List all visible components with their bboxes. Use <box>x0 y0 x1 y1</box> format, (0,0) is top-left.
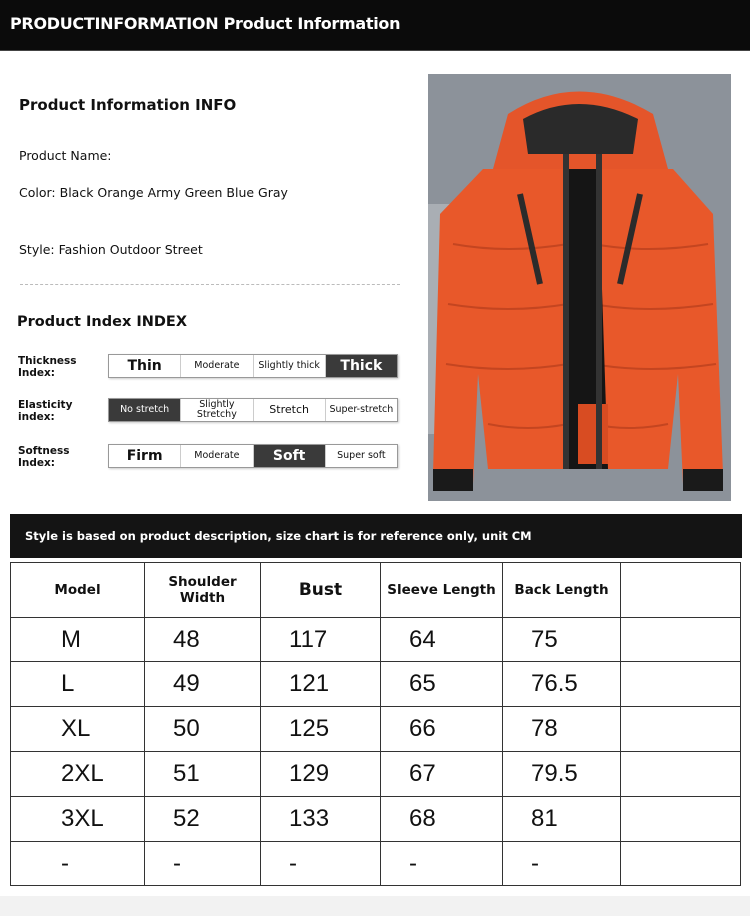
header-cell: Back Length <box>503 563 621 618</box>
elasticity-option: No stretch <box>109 399 181 421</box>
table-cell: 76.5 <box>503 662 621 707</box>
table-cell: 51 <box>145 752 261 797</box>
table-row <box>11 797 741 842</box>
table-cell: L <box>11 662 145 707</box>
index-heading: Product Index INDEX <box>17 314 187 330</box>
table-cell: 129 <box>261 752 381 797</box>
table-cell <box>621 752 741 797</box>
table-cell: - <box>261 842 381 886</box>
table-cell: 121 <box>261 662 381 707</box>
table-cell: 133 <box>261 797 381 842</box>
softness-option: Moderate <box>181 445 253 467</box>
table-cell <box>621 842 741 886</box>
size-note: Style is based on product description, size chart is for reference only, unit CM <box>25 529 532 543</box>
table-cell: 49 <box>145 662 261 707</box>
info-heading: Product Information INFO <box>19 96 237 114</box>
table-cell: 52 <box>145 797 261 842</box>
table-cell: 64 <box>381 618 503 662</box>
table-cell: - <box>503 842 621 886</box>
thickness-option: Moderate <box>181 355 253 377</box>
table-cell: 50 <box>145 707 261 752</box>
elasticity-option: Slightly Stretchy <box>181 399 253 421</box>
table-cell <box>621 662 741 707</box>
size-note-banner <box>10 514 742 558</box>
softness-scale <box>108 444 398 468</box>
table-cell: 3XL <box>11 797 145 842</box>
table-row <box>11 662 741 707</box>
thickness-label: Thickness Index: <box>18 355 77 379</box>
table-cell: - <box>381 842 503 886</box>
table-cell: M <box>11 618 145 662</box>
table-cell <box>621 797 741 842</box>
table-cell: XL <box>11 707 145 752</box>
table-cell: 68 <box>381 797 503 842</box>
header-cell: Sleeve Length <box>381 563 503 618</box>
table-cell: 81 <box>503 797 621 842</box>
table-cell: - <box>11 842 145 886</box>
thickness-option: Slightly thick <box>254 355 326 377</box>
softness-option: Firm <box>109 445 181 467</box>
header-cell: Bust <box>261 563 381 618</box>
bottom-strip <box>0 896 750 916</box>
table-cell: 65 <box>381 662 503 707</box>
thickness-option: Thick <box>326 355 397 377</box>
table-cell <box>621 707 741 752</box>
header-cell <box>621 563 741 618</box>
table-cell <box>621 618 741 662</box>
header-banner <box>0 0 750 51</box>
table-cell: 67 <box>381 752 503 797</box>
table-cell: 75 <box>503 618 621 662</box>
table-cell: 117 <box>261 618 381 662</box>
table-cell: 66 <box>381 707 503 752</box>
table-row <box>11 618 741 662</box>
softness-option: Super soft <box>337 450 386 461</box>
style-value: Fashion Outdoor Street <box>58 242 203 257</box>
softness-label: Softness Index: <box>18 445 70 469</box>
thickness-option: Thin <box>109 355 181 377</box>
color-field <box>19 185 288 200</box>
color-label: Color: <box>19 185 56 200</box>
elasticity-scale <box>108 398 398 422</box>
elasticity-option: Super-stretch <box>329 404 394 415</box>
table-cell: 78 <box>503 707 621 752</box>
style-label: Style: <box>19 242 55 257</box>
header-cell: Shoulder Width <box>145 563 261 618</box>
divider <box>20 284 400 285</box>
style-field <box>19 242 203 257</box>
elasticity-option: Stretch <box>254 399 326 421</box>
softness-option: Soft <box>254 445 326 467</box>
jacket-icon <box>428 74 731 501</box>
table-header-row <box>11 563 741 618</box>
table-cell: 2XL <box>11 752 145 797</box>
table-cell: - <box>145 842 261 886</box>
elasticity-label: Elasticity index: <box>18 399 73 423</box>
table-cell: 125 <box>261 707 381 752</box>
thickness-scale <box>108 354 398 378</box>
table-cell: 48 <box>145 618 261 662</box>
table-cell: 79.5 <box>503 752 621 797</box>
product-photo <box>428 74 731 501</box>
table-row <box>11 842 741 886</box>
header-title: PRODUCTINFORMATION Product Information <box>10 14 401 33</box>
table-row <box>11 707 741 752</box>
color-value: Black Orange Army Green Blue Gray <box>59 185 288 200</box>
size-chart-table <box>10 562 741 886</box>
product-name-label: Product Name: <box>19 148 112 163</box>
table-row <box>11 752 741 797</box>
header-cell: Model <box>11 563 145 618</box>
